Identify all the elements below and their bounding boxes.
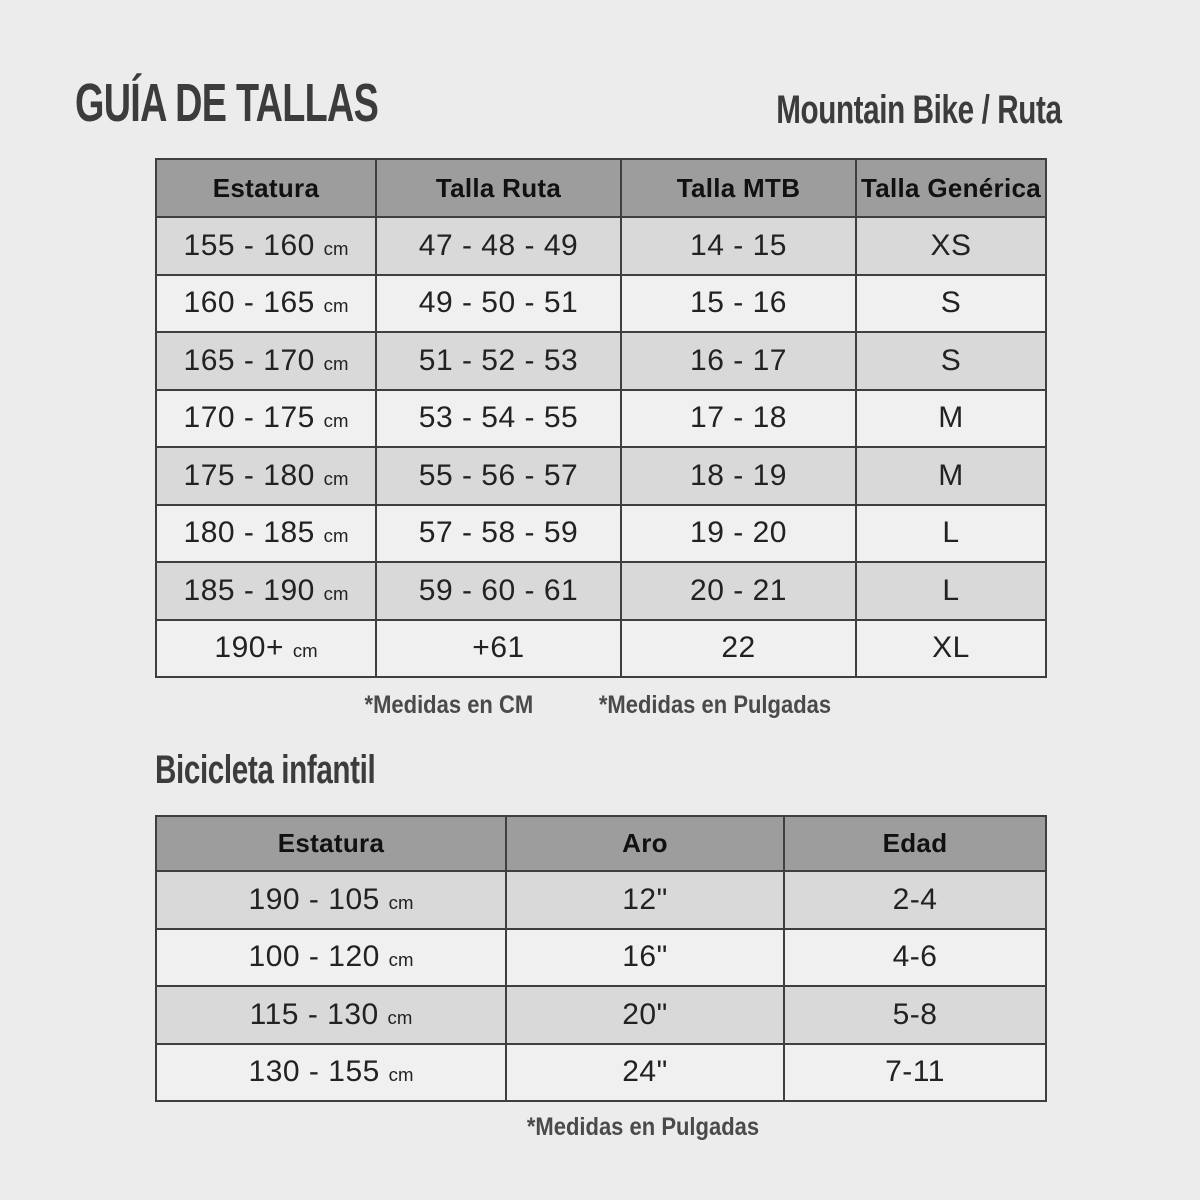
cell-value: 155 - 160 xyxy=(183,228,324,262)
page-subtitle: Mountain Bike / Ruta xyxy=(776,88,1062,132)
column-header-talla-ruta: Talla Ruta xyxy=(376,159,621,217)
table-cell xyxy=(156,1044,506,1102)
footnote-cm: *Medidas en CM xyxy=(364,691,534,719)
table-cell: 55 - 56 - 57 xyxy=(376,447,621,505)
table-row xyxy=(156,929,1046,987)
table-cell: XS xyxy=(856,217,1046,275)
table-cell: 47 - 48 - 49 xyxy=(376,217,621,275)
table-cell: 5-8 xyxy=(784,986,1046,1044)
cell-value: 170 - 175 xyxy=(183,401,324,435)
table-cell xyxy=(156,505,376,563)
table-row xyxy=(156,1044,1046,1102)
unit-label: cm xyxy=(323,467,349,489)
page-title: GUÍA DE TALLAS xyxy=(75,73,379,133)
column-header-estatura: Estatura xyxy=(156,159,376,217)
unit-label: cm xyxy=(323,237,349,259)
table-cell: M xyxy=(856,447,1046,505)
cell-value: 180 - 185 xyxy=(183,516,324,550)
table-cell xyxy=(156,390,376,448)
table-cell xyxy=(156,929,506,987)
unit-label: cm xyxy=(387,1006,413,1028)
unit-label: cm xyxy=(388,1064,414,1086)
table-row xyxy=(156,620,1046,678)
cell-value: 130 - 155 xyxy=(248,1055,389,1089)
cell-value: 175 - 180 xyxy=(183,458,324,492)
adult-table-body xyxy=(156,217,1046,677)
cell-value: 115 - 130 xyxy=(249,997,388,1031)
column-header-estatura: Estatura xyxy=(156,816,506,871)
table-cell xyxy=(156,332,376,390)
table-cell xyxy=(156,447,376,505)
cell-value: 185 - 190 xyxy=(183,573,324,607)
table-cell: 24" xyxy=(506,1044,784,1102)
table-cell: 16" xyxy=(506,929,784,987)
kids-size-table xyxy=(155,815,1047,1102)
table-cell xyxy=(156,871,506,929)
table-cell xyxy=(156,562,376,620)
table-row xyxy=(156,390,1046,448)
table-row xyxy=(156,332,1046,390)
header-row xyxy=(156,159,1046,217)
table-cell: 57 - 58 - 59 xyxy=(376,505,621,563)
column-header-talla-mtb: Talla MTB xyxy=(621,159,856,217)
table-cell xyxy=(156,275,376,333)
table-cell: 20 - 21 xyxy=(621,562,856,620)
adult-table-header xyxy=(156,159,1046,217)
unit-label: cm xyxy=(292,640,318,662)
cell-value: 190+ xyxy=(214,631,293,665)
table-cell: 53 - 54 - 55 xyxy=(376,390,621,448)
kids-section-title: Bicicleta infantil xyxy=(155,748,376,792)
unit-label: cm xyxy=(323,525,349,547)
table-cell xyxy=(156,986,506,1044)
kids-footnote-inches: *Medidas en Pulgadas xyxy=(526,1113,760,1141)
table-row xyxy=(156,447,1046,505)
table-row xyxy=(156,562,1046,620)
column-header-aro: Aro xyxy=(506,816,784,871)
table-cell: 14 - 15 xyxy=(621,217,856,275)
table-cell: 19 - 20 xyxy=(621,505,856,563)
table-cell: 59 - 60 - 61 xyxy=(376,562,621,620)
table-cell: 18 - 19 xyxy=(621,447,856,505)
kids-table-header xyxy=(156,816,1046,871)
table-cell xyxy=(156,217,376,275)
unit-label: cm xyxy=(323,582,349,604)
adult-table-footnotes xyxy=(155,690,1045,720)
table-cell: 22 xyxy=(621,620,856,678)
table-cell: 51 - 52 - 53 xyxy=(376,332,621,390)
table-row xyxy=(156,986,1046,1044)
adult-size-table xyxy=(155,158,1047,678)
table-cell: 7-11 xyxy=(784,1044,1046,1102)
cell-value: 165 - 170 xyxy=(183,343,324,377)
unit-label: cm xyxy=(323,410,349,432)
table-cell: 16 - 17 xyxy=(621,332,856,390)
unit-label: cm xyxy=(323,295,349,317)
cell-value: 160 - 165 xyxy=(183,286,324,320)
header-row xyxy=(156,816,1046,871)
table-cell: 4-6 xyxy=(784,929,1046,987)
table-cell: S xyxy=(856,275,1046,333)
table-cell: L xyxy=(856,562,1046,620)
table-cell: 17 - 18 xyxy=(621,390,856,448)
unit-label: cm xyxy=(388,949,414,971)
table-cell: XL xyxy=(856,620,1046,678)
unit-label: cm xyxy=(388,891,414,913)
kids-table-body xyxy=(156,871,1046,1101)
column-header-edad: Edad xyxy=(784,816,1046,871)
table-row xyxy=(156,871,1046,929)
table-row xyxy=(156,217,1046,275)
column-header-talla-generica: Talla Genérica xyxy=(856,159,1046,217)
table-cell: +61 xyxy=(376,620,621,678)
table-cell xyxy=(156,620,376,678)
table-cell: M xyxy=(856,390,1046,448)
table-cell: L xyxy=(856,505,1046,563)
cell-value: 190 - 105 xyxy=(248,882,389,916)
table-cell: 12" xyxy=(506,871,784,929)
table-cell: 49 - 50 - 51 xyxy=(376,275,621,333)
table-cell: 20" xyxy=(506,986,784,1044)
footnote-inches: *Medidas en Pulgadas xyxy=(598,691,831,719)
table-cell: S xyxy=(856,332,1046,390)
kids-table-footnotes xyxy=(155,1112,1045,1142)
table-cell: 2-4 xyxy=(784,871,1046,929)
unit-label: cm xyxy=(323,352,349,374)
cell-value: 100 - 120 xyxy=(248,940,389,974)
table-row xyxy=(156,505,1046,563)
table-cell: 15 - 16 xyxy=(621,275,856,333)
table-row xyxy=(156,275,1046,333)
